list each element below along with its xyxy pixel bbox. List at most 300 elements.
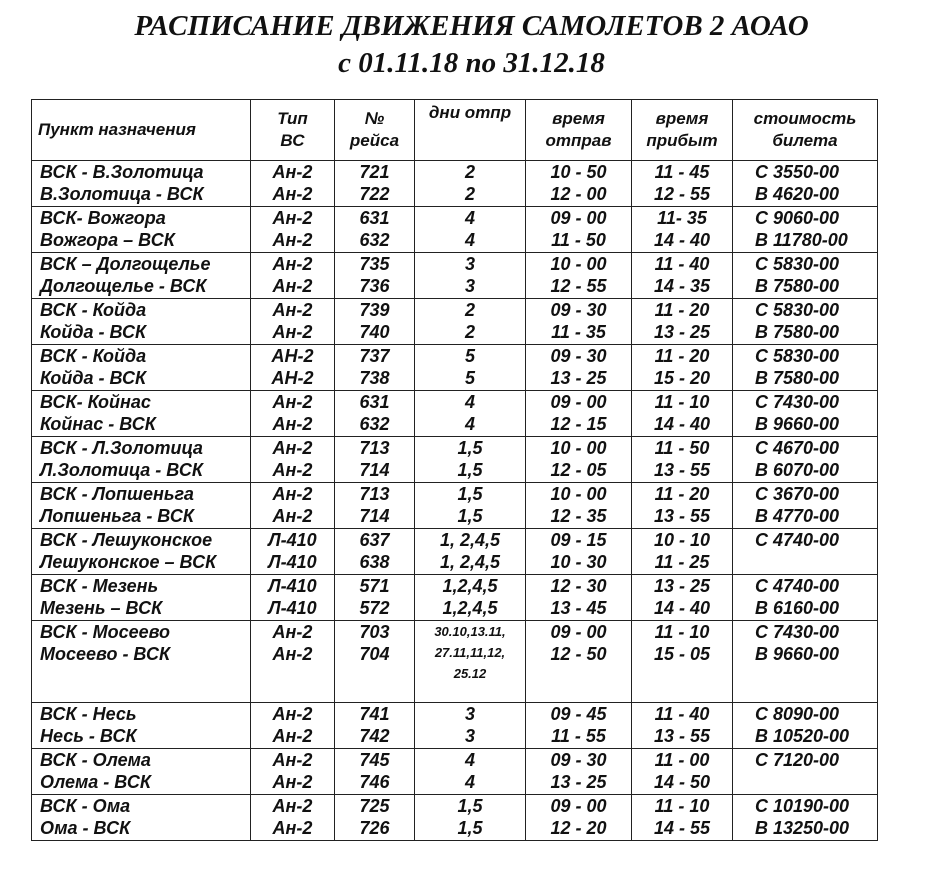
aircraft-type-cell bbox=[251, 483, 335, 529]
ticket-price-line: С 5830-00 bbox=[755, 346, 840, 366]
departure-days-line: 4 bbox=[464, 208, 475, 228]
ticket-price-line bbox=[733, 551, 877, 573]
departure-time-cell bbox=[526, 529, 632, 575]
destination-line: Вожгора – ВСК bbox=[40, 230, 175, 250]
departure-time-line: 13 - 45 bbox=[550, 598, 607, 618]
route-row bbox=[32, 253, 878, 299]
departure-time-line: 11 - 50 bbox=[551, 230, 606, 250]
destination-line: ВСК - Мосеево bbox=[40, 622, 171, 642]
aircraft-type-line: Ан-2 bbox=[272, 484, 313, 504]
header-row bbox=[32, 100, 878, 161]
destination-line: ВСК - Лешуконское bbox=[40, 530, 213, 550]
destination-line: ВСК - Мезень bbox=[40, 576, 159, 596]
departure-days-line: 5 bbox=[464, 346, 475, 366]
aircraft-type-line: Л-410 bbox=[268, 576, 317, 596]
ticket-price-cell bbox=[733, 575, 878, 621]
flight-number-line: 738 bbox=[359, 368, 390, 388]
departure-time-line: 09 - 30 bbox=[550, 346, 607, 366]
ticket-price-line: С 9060-00 bbox=[755, 208, 840, 228]
aircraft-type-line: Ан-2 bbox=[272, 796, 313, 816]
arrival-time-cell bbox=[632, 575, 733, 621]
arrival-time-cell bbox=[632, 345, 733, 391]
route-row bbox=[32, 345, 878, 391]
departure-time-cell bbox=[526, 161, 632, 207]
departure-days-line: 1, 2,4,5 bbox=[439, 530, 501, 550]
departure-time-cell bbox=[526, 437, 632, 483]
ticket-price-line: С 7430-00 bbox=[755, 622, 840, 642]
departure-time-line: 09 - 00 bbox=[550, 796, 607, 816]
ticket-price-line: В 9660-00 bbox=[755, 414, 840, 434]
route-row bbox=[32, 703, 878, 749]
destination-line: Лешуконское – ВСК bbox=[40, 552, 217, 572]
arrival-time-cell bbox=[632, 529, 733, 575]
flight-number-line: 703 bbox=[359, 622, 390, 642]
flight-number-line: 746 bbox=[359, 772, 390, 792]
departure-time-cell bbox=[526, 795, 632, 841]
destination-cell bbox=[32, 795, 251, 841]
flight-number-line: 713 bbox=[359, 438, 390, 458]
flight-number-line: 631 bbox=[359, 208, 390, 228]
departure-time-line: 10 - 00 bbox=[550, 484, 607, 504]
aircraft-type-cell bbox=[251, 299, 335, 345]
destination-line: ВСК - Л.Золотица bbox=[40, 438, 203, 458]
departure-days-cell bbox=[415, 299, 526, 345]
departure-days-line: 4 bbox=[464, 392, 475, 412]
ticket-price-line: С 4670-00 bbox=[755, 438, 840, 458]
departure-time-line: 10 - 30 bbox=[550, 552, 607, 572]
flight-number-line: 713 bbox=[359, 484, 390, 504]
departure-days-line: 3 bbox=[464, 726, 475, 746]
arrival-time-cell bbox=[632, 253, 733, 299]
header-aircraft-type: Тип ВС bbox=[251, 100, 335, 161]
destination-line: Койда - ВСК bbox=[40, 368, 147, 388]
departure-time-cell bbox=[526, 621, 632, 703]
arrival-time-line: 11 - 40 bbox=[654, 704, 710, 724]
schedule-title: РАСПИСАНИЕ ДВИЖЕНИЯ САМОЛЕТОВ 2 АОАО bbox=[134, 10, 809, 42]
arrival-time-line: 15 - 05 bbox=[653, 644, 711, 664]
aircraft-type-line: Ан-2 bbox=[272, 184, 313, 204]
ticket-price-cell bbox=[733, 207, 878, 253]
departure-time-cell bbox=[526, 345, 632, 391]
destination-line: Несь - ВСК bbox=[40, 726, 137, 746]
destination-line: Ома - ВСК bbox=[40, 818, 131, 838]
destination-line: ВСК - Олема bbox=[40, 750, 151, 770]
departure-days-cell bbox=[415, 161, 526, 207]
aircraft-type-line: Ан-2 bbox=[272, 460, 313, 480]
destination-line: Мосеево - ВСК bbox=[40, 644, 171, 664]
header-destination: Пункт назначения bbox=[32, 100, 251, 161]
departure-time-line: 12 - 20 bbox=[550, 818, 607, 838]
departure-days-cell bbox=[415, 749, 526, 795]
ticket-price-line: С 3550-00 bbox=[755, 162, 840, 182]
departure-days-line: 25.12 bbox=[453, 666, 487, 681]
flight-number-line: 631 bbox=[359, 392, 390, 412]
departure-time-line: 12 - 30 bbox=[550, 576, 607, 596]
aircraft-type-cell bbox=[251, 575, 335, 621]
flight-number-cell bbox=[335, 437, 415, 483]
departure-time-cell bbox=[526, 749, 632, 795]
destination-line: Олема - ВСК bbox=[40, 772, 151, 792]
aircraft-type-cell bbox=[251, 161, 335, 207]
aircraft-type-cell bbox=[251, 529, 335, 575]
arrival-time-line: 14 - 50 bbox=[653, 772, 711, 792]
arrival-time-line: 14 - 40 bbox=[653, 598, 711, 618]
flight-number-line: 704 bbox=[359, 644, 390, 664]
departure-time-line: 09 - 45 bbox=[550, 704, 607, 724]
departure-time-line: 11 - 55 bbox=[551, 726, 606, 746]
destination-cell bbox=[32, 299, 251, 345]
ticket-price-cell bbox=[733, 253, 878, 299]
departure-days-cell bbox=[415, 575, 526, 621]
route-row bbox=[32, 391, 878, 437]
arrival-time-line: 11 - 40 bbox=[654, 254, 710, 274]
departure-days-line: 1,5 bbox=[457, 460, 483, 480]
departure-time-line: 09 - 00 bbox=[550, 392, 607, 412]
departure-days-line: 1,2,4,5 bbox=[442, 598, 498, 618]
route-row bbox=[32, 161, 878, 207]
departure-days-line: 4 bbox=[464, 750, 475, 770]
destination-line: ВСК - В.Золотица bbox=[40, 162, 204, 182]
arrival-time-line: 11 - 10 bbox=[654, 796, 710, 816]
arrival-time-cell bbox=[632, 161, 733, 207]
destination-line: В.Золотица - ВСК bbox=[40, 184, 204, 204]
arrival-time-cell bbox=[632, 391, 733, 437]
departure-days-cell bbox=[415, 703, 526, 749]
destination-line: Мезень – ВСК bbox=[40, 598, 163, 618]
arrival-time-line: 11 - 20 bbox=[654, 484, 710, 504]
destination-cell bbox=[32, 483, 251, 529]
arrival-time-line: 11 - 50 bbox=[654, 438, 710, 458]
destination-line: ВСК- Вожгора bbox=[40, 208, 166, 228]
route-row bbox=[32, 207, 878, 253]
flight-number-line: 637 bbox=[359, 530, 390, 550]
arrival-time-cell bbox=[632, 749, 733, 795]
aircraft-type-cell bbox=[251, 391, 335, 437]
departure-time-line: 13 - 25 bbox=[550, 772, 607, 792]
flight-number-line: 739 bbox=[359, 300, 390, 320]
departure-time-line: 10 - 50 bbox=[550, 162, 607, 182]
arrival-time-cell bbox=[632, 621, 733, 703]
ticket-price-line: В 13250-00 bbox=[755, 818, 850, 838]
flight-number-line: 632 bbox=[359, 414, 390, 434]
destination-line: Койда - ВСК bbox=[40, 322, 147, 342]
aircraft-type-cell bbox=[251, 795, 335, 841]
ticket-price-cell bbox=[733, 437, 878, 483]
flight-number-cell bbox=[335, 795, 415, 841]
flight-number-line: 737 bbox=[359, 346, 390, 366]
aircraft-type-line: Ан-2 bbox=[272, 322, 313, 342]
departure-time-line: 12 - 50 bbox=[550, 644, 607, 664]
flight-number-line: 571 bbox=[359, 576, 390, 596]
departure-time-line: 12 - 55 bbox=[550, 276, 607, 296]
arrival-time-line: 13 - 55 bbox=[653, 460, 711, 480]
aircraft-type-line: Ан-2 bbox=[272, 726, 313, 746]
ticket-price-cell bbox=[733, 391, 878, 437]
arrival-time-line: 11 - 20 bbox=[654, 346, 710, 366]
flight-number-line: 722 bbox=[359, 184, 390, 204]
destination-cell bbox=[32, 703, 251, 749]
aircraft-type-line: Л-410 bbox=[268, 552, 317, 572]
departure-days-line: 3 bbox=[464, 276, 475, 296]
aircraft-type-line: Ан-2 bbox=[272, 392, 313, 412]
flight-number-line: 741 bbox=[359, 704, 390, 724]
departure-days-line: 1,5 bbox=[457, 506, 483, 526]
arrival-time-line: 14 - 40 bbox=[653, 414, 711, 434]
ticket-price-line: В 7580-00 bbox=[755, 368, 840, 388]
ticket-price-cell bbox=[733, 483, 878, 529]
ticket-price-cell bbox=[733, 749, 878, 795]
departure-days-cell bbox=[415, 529, 526, 575]
arrival-time-line: 13 - 25 bbox=[653, 322, 711, 342]
route-row bbox=[32, 749, 878, 795]
aircraft-type-cell bbox=[251, 749, 335, 795]
aircraft-type-cell bbox=[251, 345, 335, 391]
aircraft-type-line: Ан-2 bbox=[272, 506, 313, 526]
aircraft-type-line: Ан-2 bbox=[272, 622, 313, 642]
destination-line: ВСК - Койда bbox=[40, 346, 147, 366]
destination-line: ВСК - Несь bbox=[40, 704, 137, 724]
route-row bbox=[32, 483, 878, 529]
arrival-time-line: 13 - 25 bbox=[653, 576, 711, 596]
schedule-period: с 01.11.18 по 31.12.18 bbox=[338, 47, 605, 79]
ticket-price-line: С 10190-00 bbox=[755, 796, 850, 816]
arrival-time-cell bbox=[632, 795, 733, 841]
departure-days-cell bbox=[415, 795, 526, 841]
destination-cell bbox=[32, 207, 251, 253]
destination-cell bbox=[32, 575, 251, 621]
aircraft-type-cell bbox=[251, 207, 335, 253]
ticket-price-line: С 4740-00 bbox=[755, 576, 840, 596]
departure-time-line: 10 - 00 bbox=[550, 254, 607, 274]
aircraft-type-line: АН-2 bbox=[271, 346, 314, 366]
arrival-time-line: 12 - 55 bbox=[653, 184, 711, 204]
destination-cell bbox=[32, 253, 251, 299]
ticket-price-line: В 6160-00 bbox=[755, 598, 840, 618]
departure-time-line: 11 - 35 bbox=[551, 322, 606, 342]
departure-days-cell bbox=[415, 253, 526, 299]
departure-days-line: 5 bbox=[464, 368, 475, 388]
arrival-time-line: 15 - 20 bbox=[653, 368, 711, 388]
aircraft-type-line: Ан-2 bbox=[272, 750, 313, 770]
aircraft-type-line: Ан-2 bbox=[272, 414, 313, 434]
aircraft-type-line: Ан-2 bbox=[272, 254, 313, 274]
ticket-price-line: С 5830-00 bbox=[755, 254, 840, 274]
departure-days-line: 1,2,4,5 bbox=[442, 576, 498, 596]
departure-time-cell bbox=[526, 391, 632, 437]
flight-number-cell bbox=[335, 345, 415, 391]
arrival-time-line: 10 - 10 bbox=[653, 530, 711, 550]
aircraft-type-cell bbox=[251, 437, 335, 483]
departure-time-line: 09 - 15 bbox=[550, 530, 607, 550]
ticket-price-cell bbox=[733, 161, 878, 207]
departure-time-cell bbox=[526, 703, 632, 749]
arrival-time-line: 11 - 45 bbox=[654, 162, 710, 182]
departure-days-cell bbox=[415, 207, 526, 253]
arrival-time-line: 11- 35 bbox=[657, 208, 707, 228]
flight-number-cell bbox=[335, 391, 415, 437]
aircraft-type-line: Ан-2 bbox=[272, 300, 313, 320]
ticket-price-cell bbox=[733, 621, 878, 703]
departure-time-line: 09 - 30 bbox=[550, 750, 607, 770]
aircraft-type-line: Ан-2 bbox=[272, 230, 313, 250]
destination-line: ВСК - Ома bbox=[40, 796, 131, 816]
departure-time-cell bbox=[526, 575, 632, 621]
header-departure-time: время отправ bbox=[526, 100, 632, 161]
flight-number-line: 726 bbox=[359, 818, 390, 838]
arrival-time-cell bbox=[632, 437, 733, 483]
departure-days-line: 4 bbox=[464, 230, 475, 250]
aircraft-type-line: Ан-2 bbox=[272, 276, 313, 296]
departure-time-line: 12 - 00 bbox=[550, 184, 607, 204]
ticket-price-line: С 7120-00 bbox=[755, 750, 840, 770]
departure-days-line: 1,5 bbox=[457, 818, 483, 838]
departure-days-line: 2 bbox=[464, 322, 475, 342]
ticket-price-line: С 4740-00 bbox=[755, 530, 840, 550]
arrival-time-cell bbox=[632, 299, 733, 345]
destination-cell bbox=[32, 621, 251, 703]
destination-cell bbox=[32, 161, 251, 207]
departure-time-line: 12 - 35 bbox=[550, 506, 607, 526]
flight-number-cell bbox=[335, 161, 415, 207]
departure-days-line: 1,5 bbox=[457, 484, 483, 504]
route-row bbox=[32, 529, 878, 575]
ticket-price-line: В 11780-00 bbox=[755, 230, 848, 250]
destination-cell bbox=[32, 345, 251, 391]
arrival-time-line: 14 - 35 bbox=[653, 276, 711, 296]
departure-days-line: 4 bbox=[464, 414, 475, 434]
flight-number-cell bbox=[335, 529, 415, 575]
aircraft-type-line: Ан-2 bbox=[272, 208, 313, 228]
ticket-price-line: В 7580-00 bbox=[755, 322, 840, 342]
departure-days-line: 2 bbox=[464, 184, 475, 204]
route-row bbox=[32, 621, 878, 703]
ticket-price-line: В 4770-00 bbox=[755, 506, 840, 526]
header-flight-number: № рейса bbox=[335, 100, 415, 161]
departure-days-cell bbox=[415, 391, 526, 437]
flight-schedule-table bbox=[31, 99, 878, 841]
header-ticket-price: стоимость билета bbox=[733, 100, 878, 161]
arrival-time-line: 11 - 20 bbox=[654, 300, 710, 320]
flight-number-cell bbox=[335, 575, 415, 621]
departure-days-cell bbox=[415, 483, 526, 529]
departure-time-line: 12 - 15 bbox=[550, 414, 607, 434]
ticket-price-line: С 7430-00 bbox=[755, 392, 840, 412]
flight-number-line: 632 bbox=[359, 230, 390, 250]
departure-days-line: 1, 2,4,5 bbox=[439, 552, 501, 572]
flight-number-cell bbox=[335, 299, 415, 345]
flight-number-line: 721 bbox=[359, 162, 390, 182]
ticket-price-line: В 4620-00 bbox=[755, 184, 840, 204]
departure-days-cell bbox=[415, 345, 526, 391]
destination-line: ВСК – Долгощелье bbox=[40, 254, 211, 274]
flight-number-line: 742 bbox=[359, 726, 390, 746]
flight-number-line: 714 bbox=[359, 460, 390, 480]
flight-number-cell bbox=[335, 207, 415, 253]
arrival-time-line: 11 - 10 bbox=[654, 392, 710, 412]
flight-number-line: 638 bbox=[359, 552, 390, 572]
departure-time-cell bbox=[526, 483, 632, 529]
aircraft-type-line: АН-2 bbox=[271, 368, 314, 388]
destination-cell bbox=[32, 391, 251, 437]
departure-time-line: 09 - 00 bbox=[550, 622, 607, 642]
destination-line: ВСК- Койнас bbox=[40, 392, 151, 412]
departure-days-line: 2 bbox=[464, 162, 475, 182]
aircraft-type-line: Л-410 bbox=[268, 530, 317, 550]
arrival-time-line: 11 - 00 bbox=[654, 750, 710, 770]
arrival-time-line: 14 - 40 bbox=[653, 230, 711, 250]
flight-number-line: 725 bbox=[359, 796, 390, 816]
departure-days-line: 1,5 bbox=[457, 796, 483, 816]
header-departure-days: дни отпр bbox=[415, 100, 526, 161]
arrival-time-cell bbox=[632, 483, 733, 529]
arrival-time-line: 14 - 55 bbox=[653, 818, 711, 838]
departure-time-cell bbox=[526, 207, 632, 253]
departure-time-cell bbox=[526, 299, 632, 345]
aircraft-type-line: Ан-2 bbox=[272, 438, 313, 458]
header-arrival-time: время прибыт bbox=[632, 100, 733, 161]
ticket-price-line: В 6070-00 bbox=[755, 460, 840, 480]
destination-line: ВСК - Лопшеньга bbox=[40, 484, 194, 504]
route-row bbox=[32, 299, 878, 345]
route-row bbox=[32, 437, 878, 483]
flight-number-line: 735 bbox=[359, 254, 390, 274]
arrival-time-cell bbox=[632, 207, 733, 253]
destination-cell bbox=[32, 749, 251, 795]
route-row bbox=[32, 575, 878, 621]
arrival-time-cell bbox=[632, 703, 733, 749]
departure-time-line: 13 - 25 bbox=[550, 368, 607, 388]
departure-days-line: 2 bbox=[464, 300, 475, 320]
ticket-price-cell bbox=[733, 795, 878, 841]
ticket-price-cell bbox=[733, 299, 878, 345]
departure-days-line: 27.11,11,12, bbox=[434, 645, 506, 660]
destination-line: ВСК - Койда bbox=[40, 300, 147, 320]
ticket-price-line: С 5830-00 bbox=[755, 300, 840, 320]
ticket-price-line bbox=[733, 771, 877, 793]
destination-cell bbox=[32, 529, 251, 575]
flight-number-cell bbox=[335, 621, 415, 703]
flight-number-line: 714 bbox=[359, 506, 390, 526]
departure-time-line: 09 - 00 bbox=[550, 208, 607, 228]
flight-number-line: 745 bbox=[359, 750, 390, 770]
flight-number-cell bbox=[335, 749, 415, 795]
flight-number-cell bbox=[335, 703, 415, 749]
arrival-time-line: 11 - 25 bbox=[654, 552, 710, 572]
ticket-price-line: В 10520-00 bbox=[755, 726, 850, 746]
departure-time-line: 09 - 30 bbox=[550, 300, 607, 320]
aircraft-type-cell bbox=[251, 621, 335, 703]
departure-days-line: 30.10,13.11, bbox=[434, 624, 506, 639]
destination-cell bbox=[32, 437, 251, 483]
destination-line: Долгощелье - ВСК bbox=[40, 276, 207, 296]
destination-line: Лопшеньга - ВСК bbox=[40, 506, 194, 526]
departure-days-line: 4 bbox=[464, 772, 475, 792]
departure-time-line: 10 - 00 bbox=[550, 438, 607, 458]
departure-days-line: 1,5 bbox=[457, 438, 483, 458]
destination-line: Л.Золотица - ВСК bbox=[40, 460, 203, 480]
aircraft-type-line: Ан-2 bbox=[272, 818, 313, 838]
aircraft-type-line: Ан-2 bbox=[272, 162, 313, 182]
flight-number-line: 572 bbox=[359, 598, 390, 618]
arrival-time-line: 13 - 55 bbox=[653, 506, 711, 526]
departure-time-cell bbox=[526, 253, 632, 299]
flight-number-cell bbox=[335, 253, 415, 299]
ticket-price-line: С 8090-00 bbox=[755, 704, 840, 724]
ticket-price-line: В 7580-00 bbox=[755, 276, 840, 296]
arrival-time-line: 11 - 10 bbox=[654, 622, 710, 642]
flight-number-line: 736 bbox=[359, 276, 390, 296]
ticket-price-line: С 3670-00 bbox=[755, 484, 840, 504]
